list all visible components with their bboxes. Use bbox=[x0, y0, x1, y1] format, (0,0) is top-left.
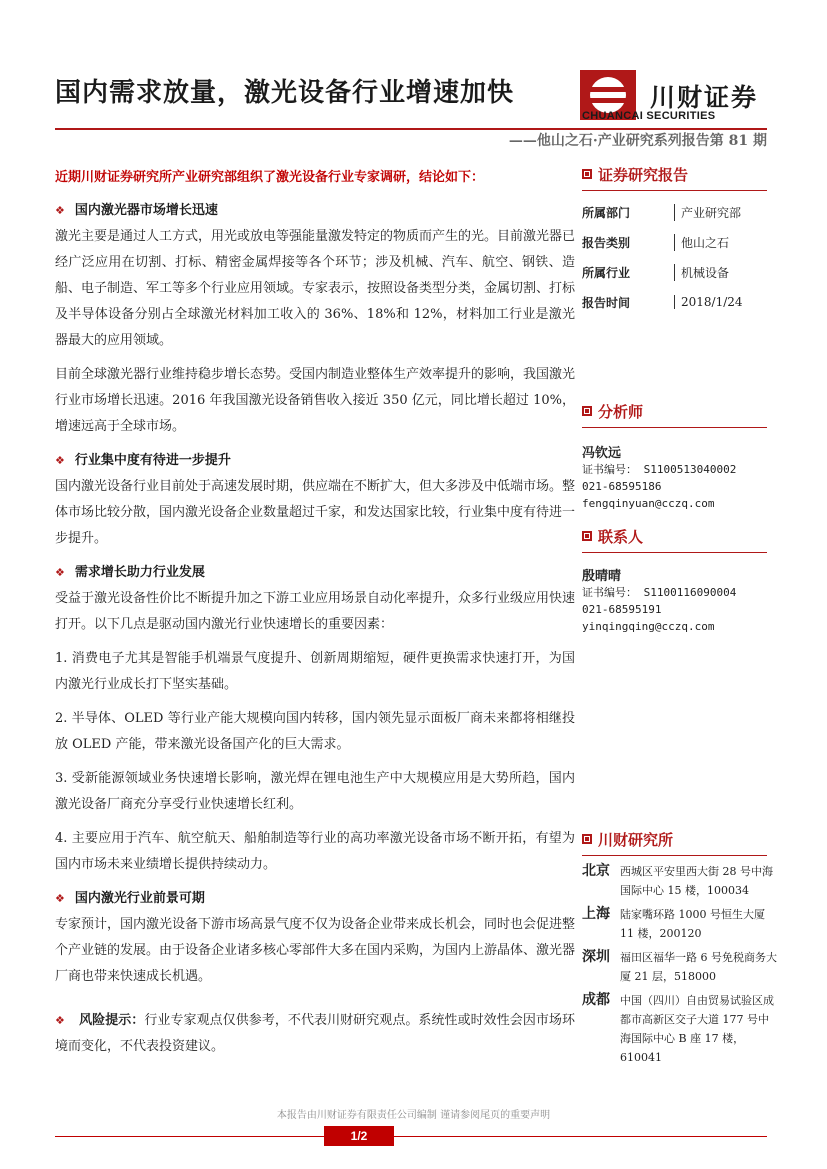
contact-email[interactable]: yinqingqing@cczq.com bbox=[582, 620, 715, 633]
sidebar bbox=[582, 162, 777, 1072]
main-content bbox=[55, 196, 575, 1068]
section-heading: ❖ 国内激光器市场增长迅速 bbox=[55, 198, 575, 224]
info-row: 所属部门 产业研究部 bbox=[582, 205, 742, 220]
contact-phone: 021-68595191 bbox=[582, 603, 662, 616]
office-item: 北京 西城区平安里西大街 28 号中海国际中心 15 楼，100034 bbox=[582, 863, 773, 897]
paragraph: 专家预计，国内激光设备下游市场高景气度不仅为设备企业带来成长机会，同时也会促进整个产业链的发展。由于设备企业诸多核心零部件大多在国内采购，为国内上游晶体、激光器厂商也带来快速成长机遇。 bbox=[55, 917, 576, 984]
list-item: 1. 消费电子尤其是智能手机端景气度提升、创新周期缩短，硬件更换需求快速打开，为国内激光行业成长打下坚实基础。 bbox=[55, 651, 575, 692]
diamond-bullet-icon: ❖ bbox=[55, 454, 65, 467]
footer-disclaimer: 本报告由川财证券有限责任公司编制 谨请参阅尾页的重要声明 bbox=[276, 1110, 551, 1121]
sidebar-divider bbox=[582, 427, 767, 428]
institute-heading: 川财研究所 bbox=[582, 827, 777, 851]
analyst-email[interactable]: fengqinyuan@cczq.com bbox=[582, 497, 715, 510]
analyst-cert: 证书编号： S1100513040002 bbox=[582, 463, 737, 476]
page-number: 1/2 bbox=[324, 1126, 394, 1146]
info-row: 所属行业 机械设备 bbox=[582, 265, 730, 280]
diamond-bullet-icon: ❖ bbox=[55, 566, 65, 579]
list-item: 2. 半导体、OLED 等行业产能大规模向国内转移，国内领先显示面板厂商未来都将相继投放 OLED 产能，带来激光设备国产化的巨大需求。 bbox=[55, 711, 575, 752]
sidebar-divider bbox=[582, 190, 767, 191]
diamond-bullet-icon: ❖ bbox=[55, 1014, 65, 1027]
contact-name: 殷晴晴 bbox=[582, 569, 622, 584]
brand-name: 川财证券 bbox=[650, 83, 759, 112]
sidebar-divider bbox=[582, 855, 767, 856]
info-row: 报告类别 他山之石 bbox=[582, 235, 730, 250]
diamond-bullet-icon: ❖ bbox=[55, 892, 65, 905]
page-title: 国内需求放量，激光设备行业增速加快 bbox=[55, 78, 515, 108]
paragraph: 国内激光设备行业目前处于高速发展时期，供应端在不断扩大，但大多涉及中低端市场。整体市场比较分散，国内激光设备企业数量超过千家，和发达国家比较，行业集中度有待进一步提升。 bbox=[55, 479, 576, 546]
report-heading: 证券研究报告 bbox=[582, 162, 777, 186]
diamond-bullet-icon: ❖ bbox=[55, 204, 65, 217]
list-item: 3. 受新能源领域业务快速增长影响，激光焊在锂电池生产中大规模应用是大势所趋，国内激光设备厂商充分享受行业快速增长红利。 bbox=[55, 771, 575, 812]
footer-divider bbox=[55, 1136, 767, 1137]
office-item: 成都 中国（四川）自由贸易试验区成都市高新区交子大道 177 号中海国际中心 B 座 17 楼，610041 bbox=[582, 992, 774, 1064]
paragraph: 激光主要是通过人工方式，用光或放电等强能量激发特定的物质而产生的光。目前激光器已经广泛应用在切割、打标、精密金属焊接等各个环节；涉及机械、汽车、航空、钢铁、造船、电子制造、军工等多个行业应用领域。专家表示，按照设备类型分类，金属切割、打标及半导体设备分别占全球激光材料加工收入的 36%、18%和 12%，材料加工行业是激光器最大的应用领域。 bbox=[55, 229, 576, 348]
brand-name-en: CHUANCAI SECURITIES bbox=[582, 110, 716, 122]
contact-heading: 联系人 bbox=[582, 524, 777, 548]
analyst-heading: 分析师 bbox=[582, 399, 777, 423]
contact-cert: 证书编号： S1100116090004 bbox=[582, 586, 737, 599]
office-item: 深圳 福田区福华一路 6 号免税商务大厦 21 层，518000 bbox=[582, 949, 777, 983]
analyst-phone: 021-68595186 bbox=[582, 480, 662, 493]
risk-warning: ❖ 风险提示：行业专家观点仅供参考，不代表川财研究观点。系统性或时效性会因市场环境而变化，不代表投资建议。 bbox=[55, 1013, 575, 1054]
section-heading: ❖ 国内激光行业前景可期 bbox=[55, 886, 575, 912]
section-heading: ❖ 需求增长助力行业发展 bbox=[55, 560, 575, 586]
paragraph: 目前全球激光器行业维持稳步增长态势。受国内制造业整体生产效率提升的影响，我国激光行业市场增长迅速。2016 年我国激光设备销售收入接近 350 亿元，同比增长超过 10%，增速远高于全球市场。 bbox=[55, 367, 576, 434]
square-bullet-icon bbox=[582, 834, 592, 844]
analyst-name: 冯钦远 bbox=[582, 446, 622, 461]
square-bullet-icon bbox=[582, 531, 592, 541]
list-item: 4. 主要应用于汽车、航空航天、船舶制造等行业的高功率激光设备市场不断开拓，有望为国内市场未来业绩增长提供持续动力。 bbox=[55, 831, 575, 872]
series-subtitle: ——他山之石·产业研究系列报告第 81 期 bbox=[508, 133, 767, 149]
square-bullet-icon bbox=[582, 406, 592, 416]
section-heading: ❖ 行业集中度有待进一步提升 bbox=[55, 448, 575, 474]
office-item: 上海 陆家嘴环路 1000 号恒生大厦 11 楼，200120 bbox=[582, 906, 765, 940]
intro-text: 近期川财证券研究所产业研究部组织了激光设备行业专家调研，结论如下： bbox=[55, 170, 485, 185]
square-bullet-icon bbox=[582, 169, 592, 179]
paragraph: 受益于激光设备性价比不断提升加之下游工业应用场景自动化率提升，众多行业级应用快速打开。以下几点是驱动国内激光行业快速增长的重要因素： bbox=[55, 591, 576, 632]
sidebar-divider bbox=[582, 552, 767, 553]
info-row: 报告时间 2018/1/24 bbox=[582, 295, 743, 310]
